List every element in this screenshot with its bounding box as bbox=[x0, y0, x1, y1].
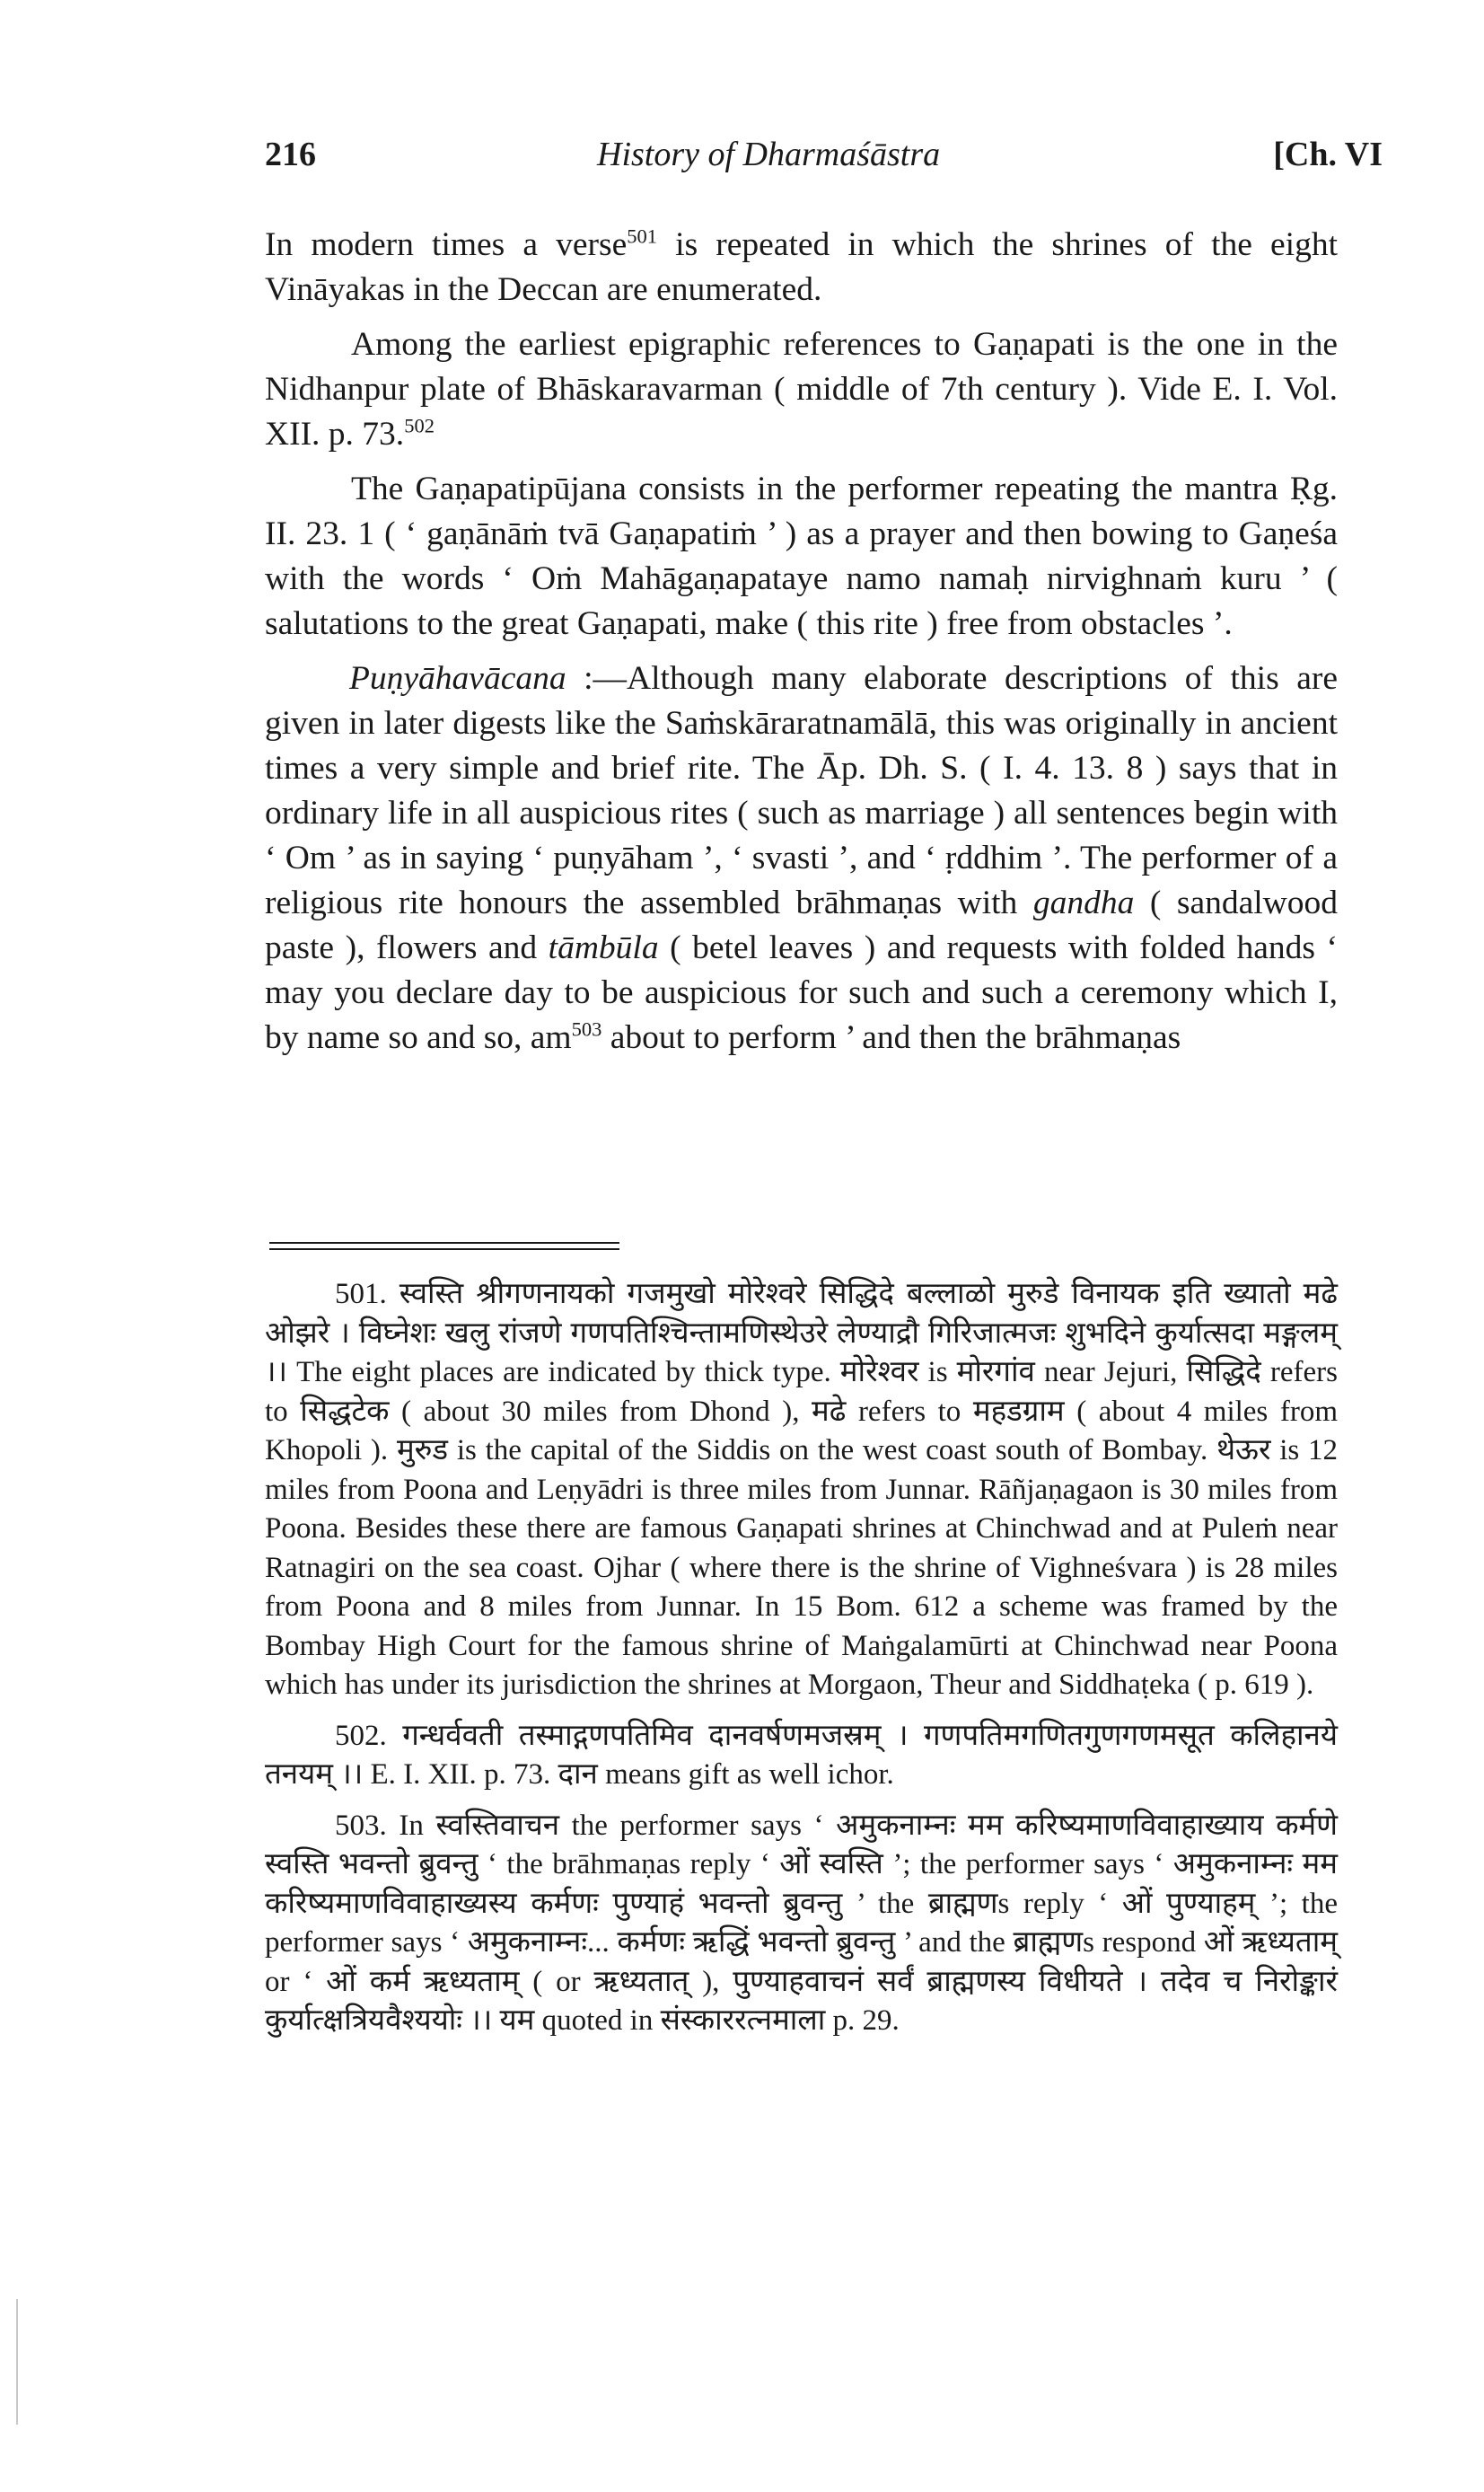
paragraph-vinayakas: In modern times a verse$^{501}$ is repeated in which the shrines of the eight Vināyakas in the Deccan are enumerated. bbox=[265, 225, 1338, 308]
running-header bbox=[265, 135, 1383, 189]
footnote-ref-503[interactable]: 503 bbox=[571, 1017, 602, 1041]
main-text bbox=[265, 223, 1338, 1070]
term-punyahavacana: Puṇyāhavācana bbox=[349, 660, 566, 697]
scan-edge-mark bbox=[16, 2299, 18, 2425]
footnote-ref-502[interactable]: 502 bbox=[404, 414, 435, 437]
chapter-label: [Ch. VI bbox=[1273, 136, 1383, 173]
footnote-501: 501. स्वस्ति श्रीगणनायको गजमुखो मोरेश्वरे सिद्धिदे बल्लाळो मुरुडे विनायक इति ख्यातो मढे ओझरे । विघ्नेशः खलु रांजणे गणपतिश्चिन्तामणिस्थेउरे लेण्याद्रौ गिरिजात्मजः शुभदिने कुर्यात्सदा मङ्गलम् ।। The eight places are indicated by thick type. मोरेश्वर is मोरगांव near Jejuri, सिद्धिदे refers to सिद्धटेक ( about 30 miles from Dhond ), मढे refers to महडग्राम ( about 4 miles from Khopoli ). मुरुड is the capital of the Siddis on the west coast south of Bombay. थेऊर is 12 miles from Poona and Leṇyādri is three miles from Junnar. Rāñjaṇagaon is 30 miles from Poona. Besides these there are famous Gaṇapati shrines at Chinchwad and at Puleṁ near Ratnagiri on the sea coast. Ojhar ( where there is the shrine of Vighneśvara ) is 28 miles from Poona and 8 miles from Junnar. In 15 Bom. 612 a scheme was framed by the Bombay High Court for the famous shrine of Maṅgalamūrti at Chinchwad near Poona which has under its jurisdiction the shrines at Morgaon, Theur and Siddhaṭeka ( p. 619 ). bbox=[265, 1278, 1338, 1701]
footnote-503: 503. In स्वस्तिवाचन the performer says ‘ अमुकनाम्नः मम करिष्यमाणविवाहाख्याय कर्मणे स्वस्ति भवन्तो ब्रुवन्तु ‘ the brāhmaṇas reply ‘ ओं स्वस्ति ’; the performer says ‘ अमुकनाम्नः मम करिष्यमाणविवाहाख्यस्य कर्मणः पुण्याहं भवन्तो ब्रुवन्तु ’ the ब्राह्मणs reply ‘ ओं पुण्याहम् ’; the performer says ‘ अमुकनाम्नः... कर्मणः ऋद्धिं भवन्तो ब्रुवन्तु ’ and the ब्राह्मणs respond ओं ऋध्यताम् or ‘ ओं कर्म ऋध्यताम् ( or ऋध्यतात् ), पुण्याहवाचनं सर्वं ब्राह्मणस्य विधीयते । तदेव च निरोङ्कारं कुर्यात्क्षत्रियवैश्ययोः ।। यम quoted in संस्काररत्नमाला p. 29. bbox=[265, 1809, 1339, 2037]
footnote-number: 501. bbox=[335, 1278, 387, 1310]
footnotes bbox=[265, 1275, 1338, 2053]
footnote-ref-501[interactable]: 501 bbox=[627, 225, 658, 248]
paragraph-ganapatipujana: The Gaṇapatipūjana consists in the performer repeating the mantra Ṛg. II. 23. 1 ( ‘ gaṇānāṁ tvā Gaṇapatiṁ ’ ) as a prayer and then bowing to Gaṇeśa with the words ‘ Oṁ Mahāgaṇapataye namo namaḥ nirvighnaṁ kuru ’ ( salutations to the great Gaṇapati, make ( this rite ) free from obstacles ’. bbox=[265, 471, 1338, 642]
term-gandha: gandha bbox=[1032, 885, 1135, 921]
footnote-number: 502. bbox=[335, 1719, 387, 1752]
page-number: 216 bbox=[265, 136, 316, 173]
footnote-number: 503. bbox=[335, 1809, 387, 1842]
book-title: History of Dharmaśāstra bbox=[597, 136, 941, 173]
footnote-divider bbox=[269, 1242, 619, 1244]
paragraph-epigraphic: Among the earliest epigraphic references to Gaṇapati is the one in the Nidhanpur plate of Bhāskaravarman ( middle of 7th century ). Vide E. I. Vol. XII. p. 73.$^{502}$ bbox=[265, 326, 1338, 453]
term-tambula: tāmbūla bbox=[548, 929, 659, 966]
footnote-divider-second bbox=[269, 1248, 619, 1250]
paragraph-punyahavacana: Puṇyāhavācana :—Although many elaborate descriptions of this are given in later digests like the Saṁskārаratnamālā, this was originally in ancient times a very simple and brief rite. The Āp. Dh. S. ( I. 4. 13. 8 ) says that in ordinary life in all auspicious rites ( such as marriage ) all sentences begin with ‘ Om ’ as in saying ‘ puṇyāham ’, ‘ svasti ’, and ‘ ṛddhim ’. The performer of a religious rite honours the assembled brāhmaṇas with gandha ( sandalwood paste ), flowers and tāmbūla ( betel leaves ) and requests with folded hands ‘ may you declare day to be auspicious for such and such a ceremony which I, by name so and so, $am^{503}$ about to perform ’ and then the brāhmaṇas bbox=[265, 660, 1338, 1056]
footnote-502: 502. गन्धर्ववती तस्माद्गणपतिमिव दानवर्षणमजस्रम् । गणपतिमगणितगुणगणमसूत कलिहानये तनयम् ।। E. I. XII. p. 73. दान means gift as well ichor. bbox=[265, 1719, 1338, 1791]
